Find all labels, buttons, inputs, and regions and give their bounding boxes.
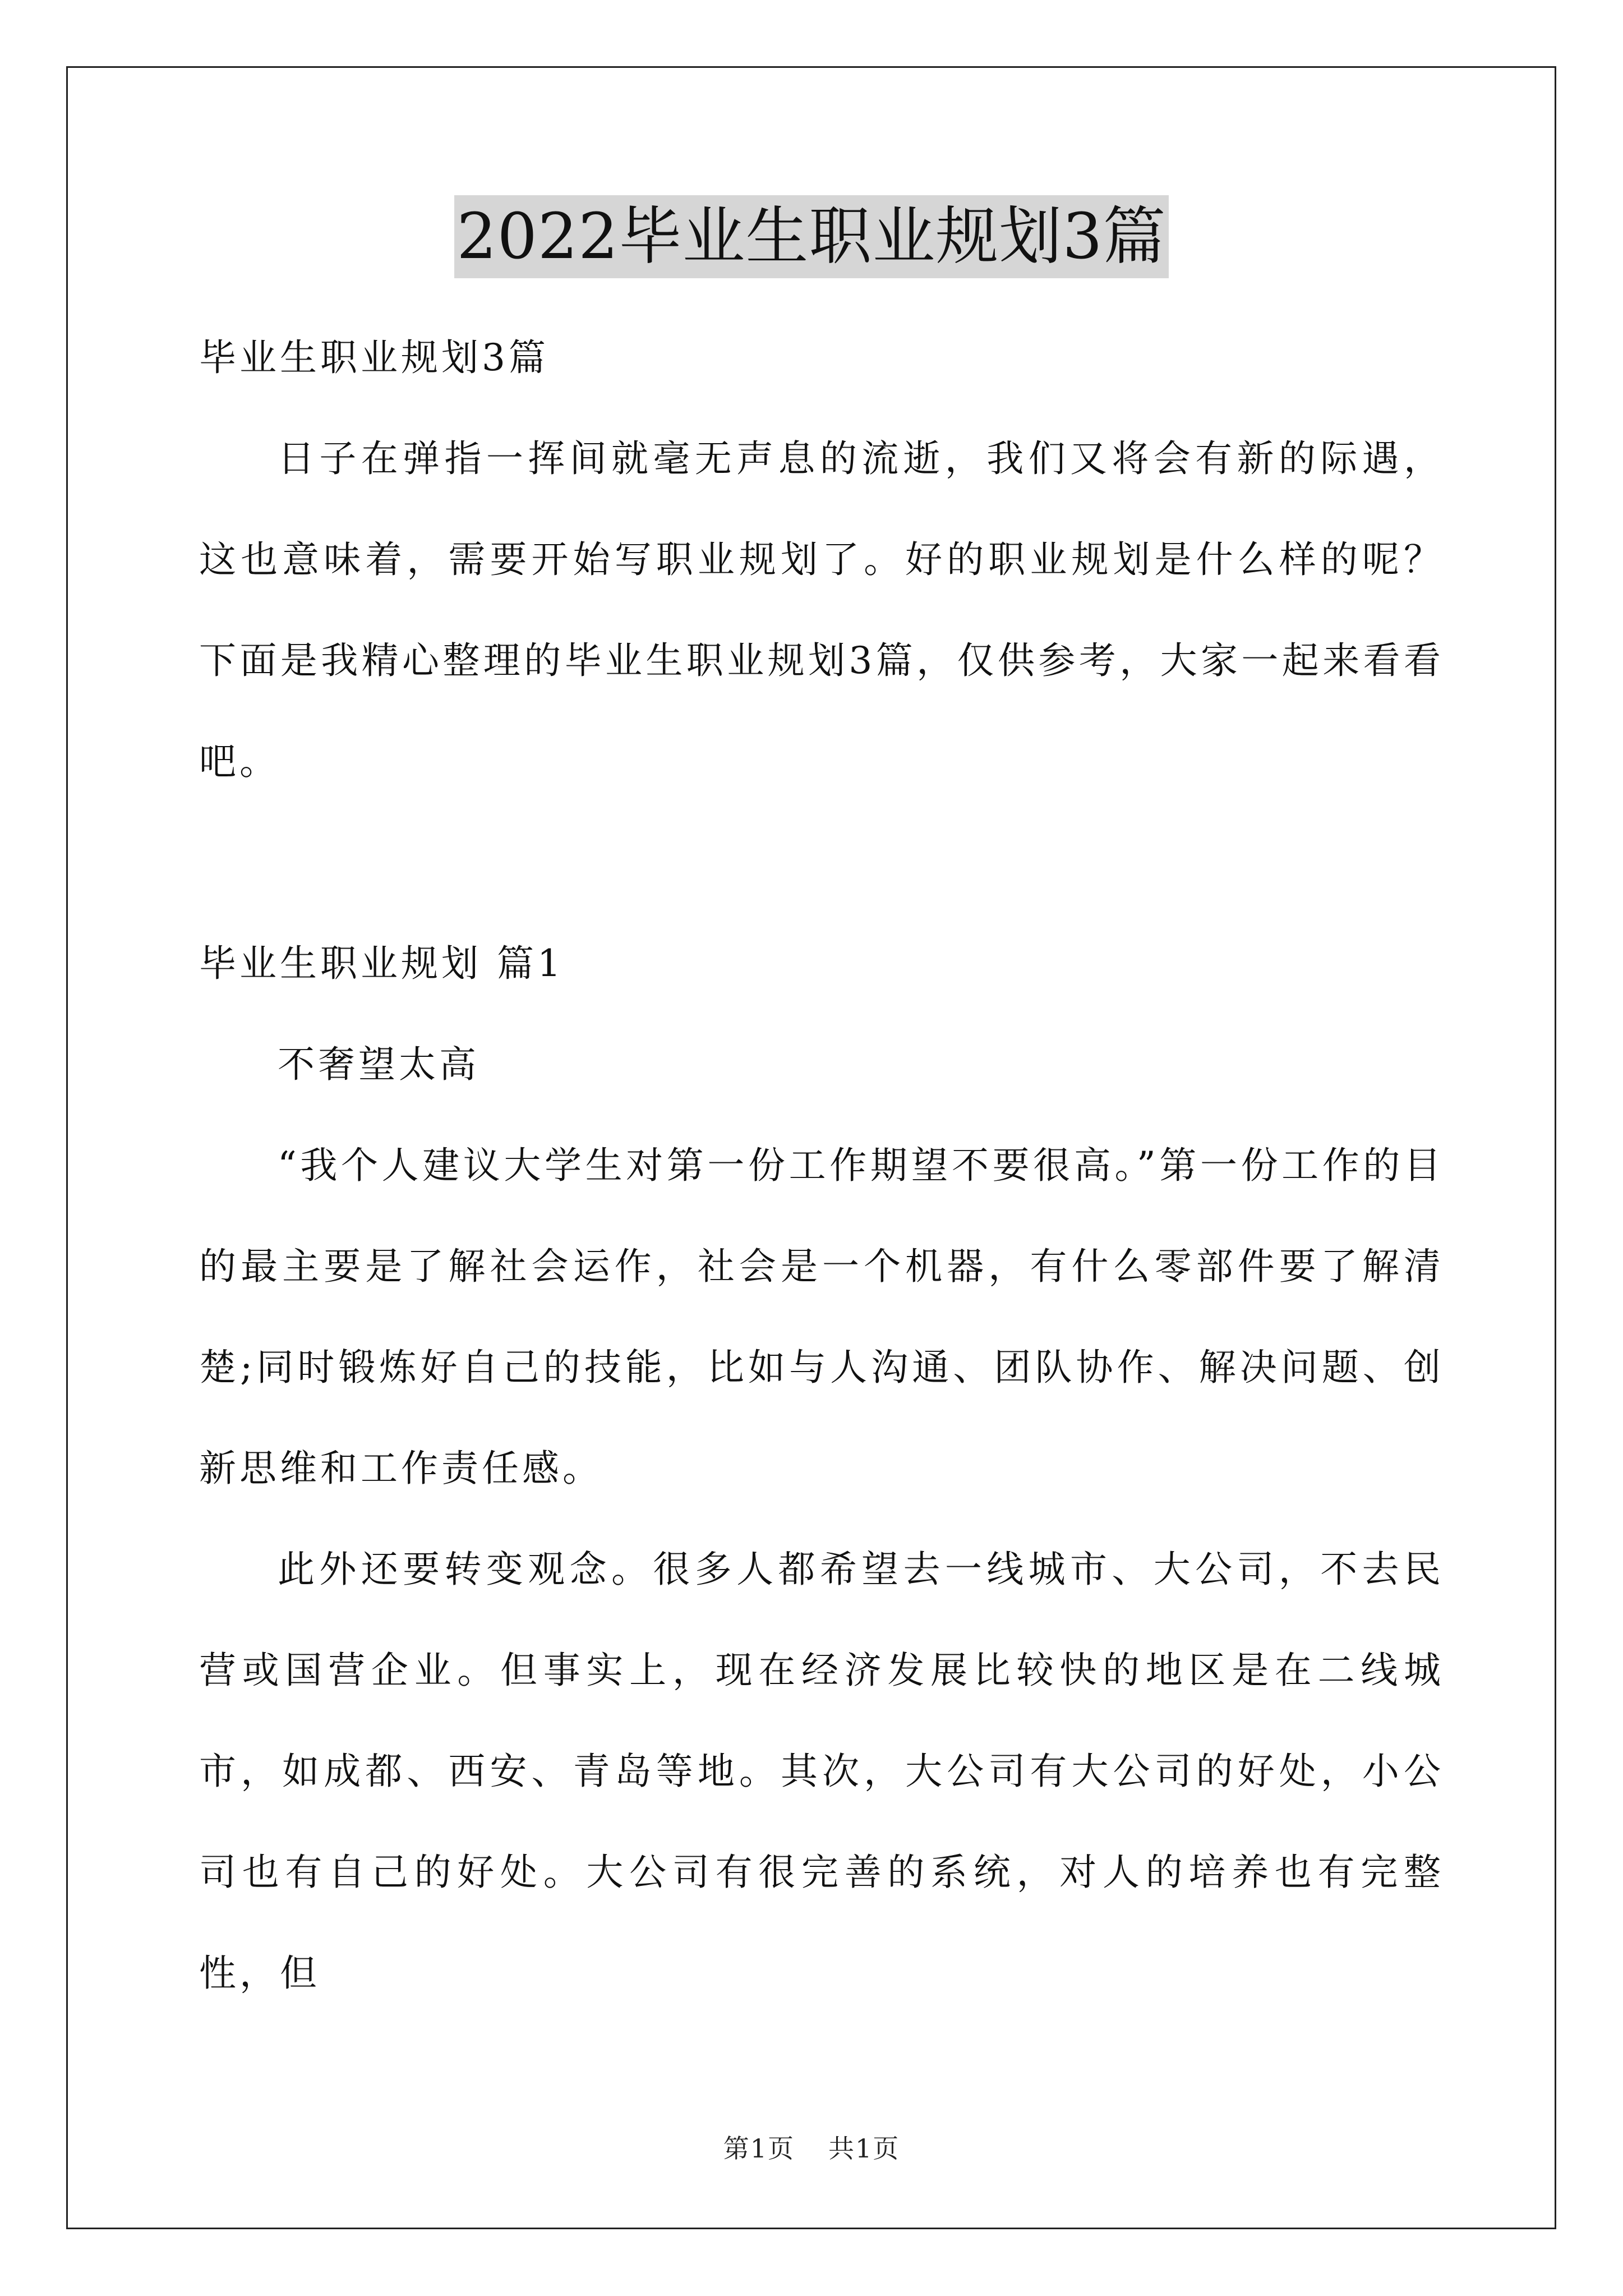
intro-paragraph: 日子在弹指一挥间就毫无声息的流逝，我们又将会有新的际遇，这也意味着，需要开始写职业规划了。好的职业规划是什么样的呢？下面是我精心整理的毕业生职业规划3篇，仅供参考，大家一起来看看吧。: [199, 437, 1444, 783]
section-heading: 毕业生职业规划 篇1: [199, 942, 564, 985]
document-body: [199, 307, 1444, 2024]
section-spacer: [199, 812, 1444, 913]
body-paragraph-1: “我个人建议大学生对第一份工作期望不要很高。”第一份工作的目的最主要是了解社会运作，社会是一个机器，有什么零部件要了解清楚;同时锻炼好自己的技能，比如与人沟通、团队协作、解决问题、创新思维和工作责任感。: [199, 1144, 1444, 1490]
document-subtitle: 毕业生职业规划3篇: [199, 336, 549, 379]
document-title: 2022毕业生职业规划3篇: [454, 195, 1168, 278]
page-number-total: 共1页: [828, 2133, 900, 2164]
page-number-current: 第1页: [723, 2133, 795, 2164]
page-footer: [0, 2132, 1623, 2165]
body-paragraph-2: 此外还要转变观念。很多人都希望去一线城市、大公司，不去民营或国营企业。但事实上，现在经济发展比较快的地区是在二线城市，如成都、西安、青岛等地。其次，大公司有大公司的好处，小公司也有自己的好处。大公司有很完善的系统，对人的培养也有完整性，但: [199, 1548, 1444, 1995]
section-subheading: 不奢望太高: [278, 1043, 479, 1086]
title-block: [0, 195, 1623, 278]
